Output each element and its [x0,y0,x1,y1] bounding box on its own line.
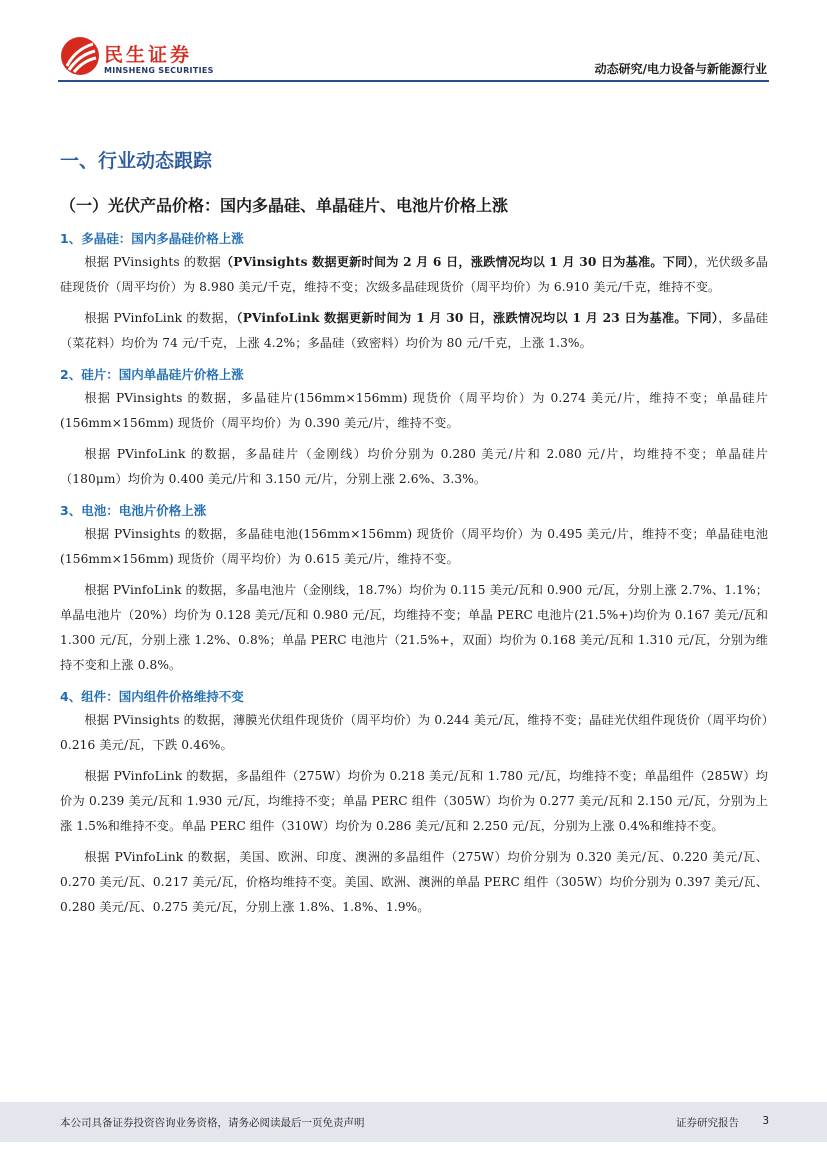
item-heading: 1、多晶硅：国内多晶硅价格上涨 [60,231,244,246]
footer-disclaimer: 本公司具备证券投资咨询业务资格，请务必阅读最后一页免责声明 [60,1117,365,1129]
paragraph: 根据 PVinfoLink 的数据，多晶组件（275W）均价为 0.218 美元/瓦和 1.780 元/瓦，均维持不变；单晶组件（285W）均价为 0.239 美元/瓦和 1.930 元/瓦，均维持不变；单晶 PERC 组件（305W）均价为 0.277 美元/瓦和 2.150 元/瓦，分别为上涨 1.5%和维持不变。单晶 PERC 组件（310W）均价为 0.286 美元/瓦和 2.250 元/瓦，分别为上涨 0.4%和维持不变。 [60,769,768,833]
paragraph: 根据 PVinfoLink 的数据，美国、欧洲、印度、澳洲的多晶组件（275W）均价分别为 0.320 美元/瓦、0.220 美元/瓦、0.270 美元/瓦、0.217 美元/瓦，价格均维持不变。美国、欧洲、澳洲的单晶 PERC 组件（305W）均价分别为 0.397 美元/瓦、0.280 美元/瓦、0.275 美元/瓦，分别上涨 1.8%、1.8%、1.9%。 [60,850,768,914]
paragraph: 根据 PVinfoLink 的数据，（PVinfoLink 数据更新时间为 1 月 30 日，涨跌情况均以 1 月 23 日为基准。下同），多晶硅（菜花料）均价为 74 元/千克，上涨 4.2%；多晶硅（致密料）均价为 80 元/千克，上涨 1.3%。 [60,311,769,350]
footer-report-label: 证券研究报告 [676,1117,739,1129]
item-polysilicon [60,228,768,356]
item-module [60,686,768,920]
paragraph: 根据 PVinfoLink 的数据，多晶硅片（金刚线）均价分别为 0.280 美元/片和 2.080 元/片，均维持不变；单晶硅片（180μm）均价为 0.400 美元/片和 3.150 元/片，分别上涨 2.6%、3.3%。 [60,447,768,486]
minsheng-logo-icon [60,36,100,76]
header-divider [58,80,769,82]
paragraph: 根据 PVinsights 的数据，多晶硅电池(156mm×156mm) 现货价（周平均价）为 0.495 美元/片，维持不变；单晶硅电池(156mm×156mm) 现货价（周平均价）为 0.615 美元/片，维持不变。 [60,527,768,566]
subsection-title: （一）光伏产品价格：国内多晶硅、单晶硅片、电池片价格上涨 [60,196,509,215]
brand-name-en: MINSHENG SECURITIES [104,66,214,75]
paragraph: 根据 PVinfoLink 的数据，多晶电池片（金刚线，18.7%）均价为 0.115 美元/瓦和 0.900 元/瓦，分别上涨 2.7%、1.1%；单晶电池片（20%）均价为 0.128 美元/瓦和 0.980 元/瓦，均维持不变；单晶 PERC 电池片(21.5%+)均价为 0.167 美元/瓦和 1.300 元/瓦，分别上涨 1.2%、0.8%；单晶 PERC 电池片（21.5%+，双面）均价为 0.168 美元/瓦和 1.310 元/瓦，分别为维持不变和上涨 0.8%。 [60,583,768,672]
report-type: 动态研究/电力设备与新能源行业 [594,62,767,76]
paragraph: 根据 PVinsights 的数据，薄膜光伏组件现货价（周平均价）为 0.244 美元/瓦，维持不变；晶硅光伏组件现货价（周平均价）0.216 美元/瓦，下跌 0.46%。 [60,713,768,752]
item-heading: 2、硅片：国内单晶硅片价格上涨 [60,367,244,382]
item-wafer [60,364,768,492]
brand-name-cn: 民生证券 [104,44,193,66]
item-cell [60,500,768,678]
page-footer [0,1102,827,1142]
page-number: 3 [762,1115,769,1127]
paragraph: 根据 PVinsights 的数据（PVinsights 数据更新时间为 2 月 6 日，涨跌情况均以 1 月 30 日为基准。下同），光伏级多晶硅现货价（周平均价）为 8.980 美元/千克，维持不变；次级多晶硅现货价（周平均价）为 6.910 美元/千克，维持不变。 [60,255,768,294]
section-title: 一、行业动态跟踪 [60,150,213,172]
item-heading: 3、电池：电池片价格上涨 [60,503,207,518]
report-body [60,140,768,926]
item-heading: 4、组件：国内组件价格维持不变 [60,689,244,704]
paragraph: 根据 PVinsights 的数据，多晶硅片(156mm×156mm) 现货价（周平均价）为 0.274 美元/片，维持不变；单晶硅片(156mm×156mm) 现货价（周平均价）为 0.390 美元/片，维持不变。 [60,391,768,430]
page-header [0,0,827,90]
